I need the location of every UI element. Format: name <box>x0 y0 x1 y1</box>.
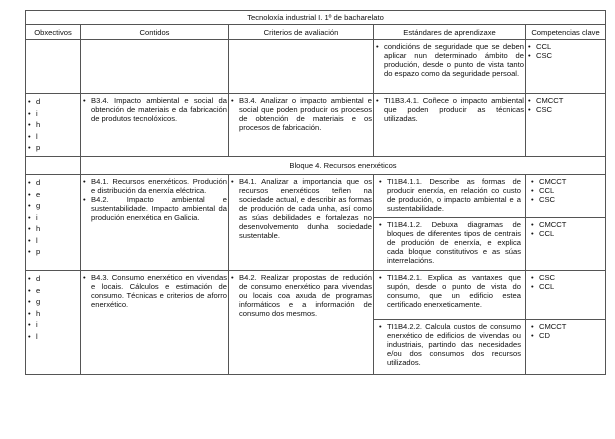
competence-item: • CCL <box>530 186 601 195</box>
competences-cell <box>526 94 606 157</box>
standards-cell <box>374 40 526 94</box>
header-competences: Competencias clave <box>526 25 606 40</box>
header-contents: Contidos <box>81 25 229 40</box>
competence-item: • CD <box>530 331 601 340</box>
standards-cell <box>374 175 526 271</box>
contents-cell <box>81 175 229 271</box>
competence-item: • CSC <box>530 273 601 282</box>
table-row <box>26 271 606 375</box>
objective-item: • h <box>27 308 79 320</box>
objective-item: • d <box>27 273 79 285</box>
objectives-cell <box>26 271 81 375</box>
objective-item: • i <box>27 319 79 331</box>
criteria-item: • B3.4. Analizar o impacto ambiental e social que poden producir os procesos de obtención de materiais e os procesos de fabricación. <box>230 96 372 132</box>
content-item: • B3.4. Impacto ambiental e social da obtención de materiais e da fabricación de produtos tecnolóxicos. <box>82 96 227 123</box>
objective-item: • i <box>27 212 79 224</box>
criteria-cell <box>229 40 374 94</box>
competence-item: • CSC <box>527 105 604 114</box>
objective-item: • l <box>27 131 79 143</box>
competence-item: • CSC <box>530 195 601 204</box>
objective-item: • e <box>27 285 79 297</box>
competence-item: • CCL <box>527 42 604 51</box>
objective-item: • e <box>27 189 79 201</box>
contents-cell <box>81 94 229 157</box>
content-item: • B4.3. Consumo enerxético en vivendas e locais. Cálculos e estimación de consumo. Técnicas e criterios de aforro enerxético. <box>82 273 227 309</box>
standard-item: • TI1B4.2.1. Explica as vantaxes que supón, desde o punto de vista do consumo, que un edificio estea certificado enerxeticamente. <box>378 273 521 309</box>
objective-item: • g <box>27 200 79 212</box>
competence-item: • CMCCT <box>530 220 601 229</box>
objective-item: • g <box>27 296 79 308</box>
block-empty-cell <box>26 157 81 175</box>
header-criteria: Criterios de avaliación <box>229 25 374 40</box>
objective-item: • l <box>27 235 79 247</box>
criteria-cell <box>229 271 374 375</box>
objective-item: • p <box>27 142 79 154</box>
objective-item: • i <box>27 108 79 120</box>
competences-cell <box>526 175 606 271</box>
objective-item: • d <box>27 177 79 189</box>
standard-item: • TI1B3.4.1. Coñece o impacto ambiental que poden producir as técnicas utilizadas. <box>375 96 524 123</box>
contents-cell <box>81 40 229 94</box>
objective-item: • h <box>27 119 79 131</box>
header-standards: Estándares de aprendizaxe <box>374 25 526 40</box>
objectives-cell <box>26 40 81 94</box>
criteria-cell <box>229 175 374 271</box>
competence-item: • CMCCT <box>527 96 604 105</box>
competence-item: • CMCCT <box>530 322 601 331</box>
table-row <box>26 94 606 157</box>
header-objectives: Obxectivos <box>26 25 81 40</box>
competence-item: • CCL <box>530 229 601 238</box>
standard-text: • condicións de seguridade que se deben aplicar nun determinado ámbito de produción, desde o punto de vista tanto do espazo como da seguridade persoal. <box>375 42 524 78</box>
content-item: • B4.1. Recursos enerxéticos. Produción e distribución da enerxía eléctrica. <box>82 177 227 195</box>
competences-cell <box>526 271 606 375</box>
objective-item: • l <box>27 331 79 343</box>
table-row <box>26 40 606 94</box>
standards-cell <box>374 94 526 157</box>
objective-item: • d <box>27 96 79 108</box>
standard-item: • TI1B4.1.1. Describe as formas de producir enerxía, en relación co custo de produción, o impacto ambiental e a sustentabilidade. <box>378 177 521 213</box>
competence-item: • CSC <box>527 51 604 60</box>
criteria-item: • B4.1. Analizar a importancia que os recursos enerxéticos teñen na sociedade actual, e describir as formas de produción de cada unha, así como as súas debilidades e fortalezas no desenvolvemento dunha sociedade sustentable. <box>230 177 372 240</box>
objectives-cell <box>26 94 81 157</box>
standard-item: • TI1B4.2.2. Calcula custos de consumo enerxético de edificios de vivendas ou industriais, partindo das necesidades e/ou dos consumos dos recursos utilizados. <box>378 322 521 367</box>
content-item: • B4.2. Impacto ambiental e sustentabilidade. Impacto ambiental da produción enerxética en Galicia. <box>82 195 227 222</box>
standard-item: • TI1B4.1.2. Debuxa diagramas de bloques de diferentes tipos de centrais de produción de enerxía, e explica cada bloque constitutivos e as súas interrelacións. <box>378 220 521 265</box>
objective-item: • p <box>27 246 79 258</box>
criteria-cell <box>229 94 374 157</box>
competences-cell <box>526 40 606 94</box>
table-title: Tecnoloxía industrial I. 1º de bacharelato <box>26 11 606 25</box>
competence-item: • CCL <box>530 282 601 291</box>
curriculum-document <box>25 10 605 375</box>
criteria-item: • B4.2. Realizar propostas de redución de consumo enerxético para vivendas ou locais coa axuda de programas informáticos e a información de consumo dos mesmos. <box>230 273 372 318</box>
objective-item: • h <box>27 223 79 235</box>
table-row <box>26 175 606 271</box>
objectives-cell <box>26 175 81 271</box>
contents-cell <box>81 271 229 375</box>
competence-item: • CMCCT <box>530 177 601 186</box>
curriculum-table <box>25 10 606 375</box>
block-title: Bloque 4. Recursos enerxéticos <box>81 157 606 175</box>
standards-cell <box>374 271 526 375</box>
